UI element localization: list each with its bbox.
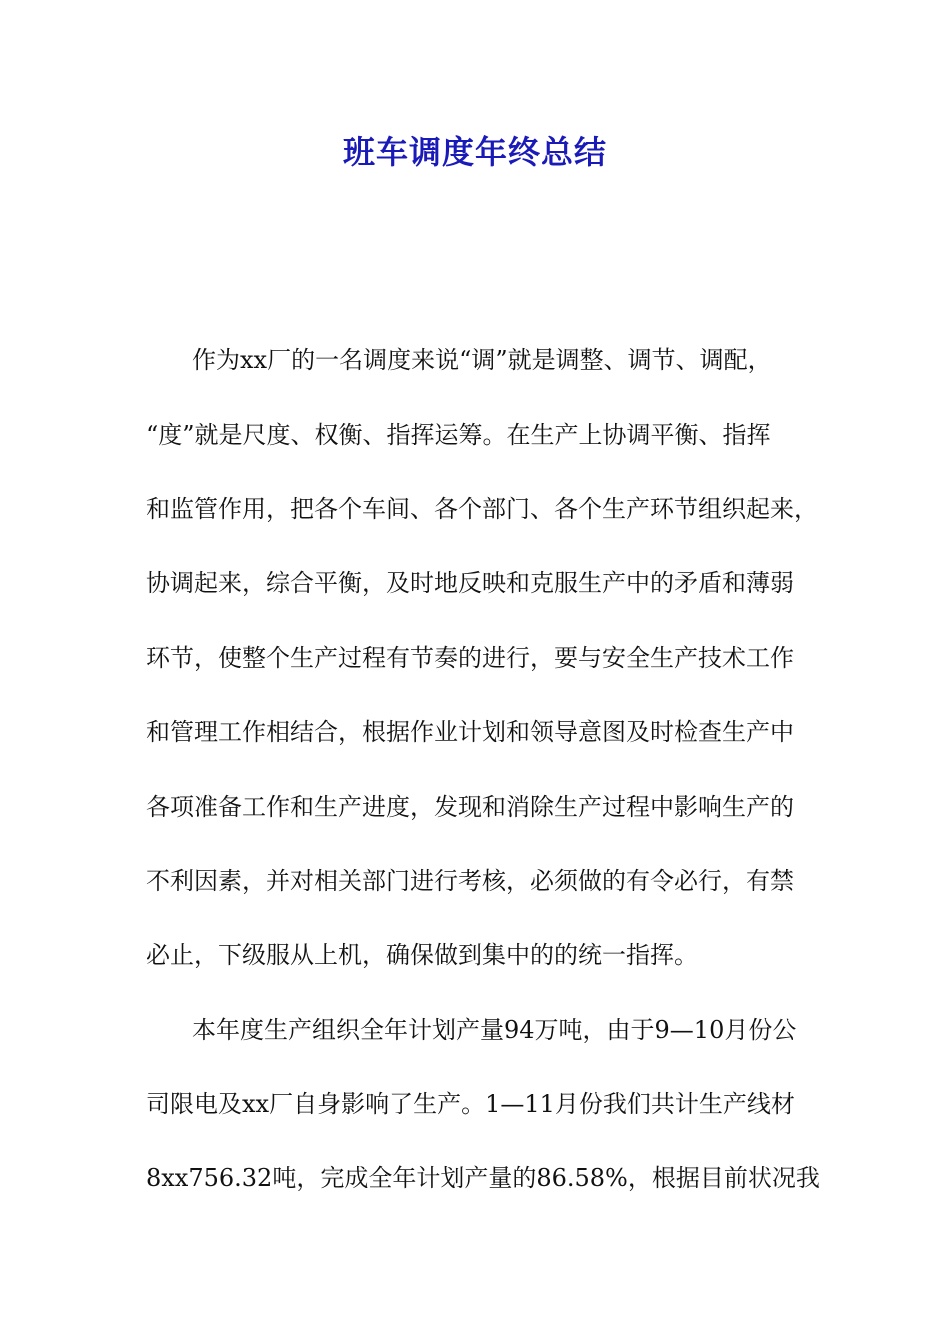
paragraph-line: 不利因素，并对相关部门进行考核，必须做的有令必行，有禁 (146, 867, 794, 895)
paragraph-line: 和监管作用，把各个车间、各个部门、各个生产环节组织起来， (146, 495, 818, 523)
paragraph-line: 司限电及xx厂自身影响了生产。1—11月份我们共计生产线材 (146, 1090, 795, 1118)
document-title: 班车调度年终总结 (342, 133, 607, 171)
paragraph-line: 环节，使整个生产过程有节奏的进行，要与安全生产技术工作 (146, 644, 794, 672)
paragraph-line: 必止，下级服从上机，确保做到集中的的统一指挥。 (146, 941, 698, 969)
paragraph-line: 协调起来，综合平衡，及时地反映和克服生产中的矛盾和薄弱 (146, 569, 794, 597)
paragraph-line: 各项准备工作和生产进度，发现和消除生产过程中影响生产的 (146, 793, 794, 821)
paragraph-line: “度”就是尺度、权衡、指挥运筹。在生产上协调平衡、指挥 (146, 421, 771, 449)
paragraph-line: 本年度生产组织全年计划产量94万吨，由于9—10月份公 (192, 1016, 797, 1044)
paragraph-line: 8xx756.32吨，完成全年计划产量的86.58%，根据目前状况我 (146, 1164, 820, 1192)
paragraph-line: 和管理工作相结合，根据作业计划和领导意图及时检查生产中 (146, 718, 794, 746)
paragraph-line: 作为xx厂的一名调度来说“调”就是调整、调节、调配， (192, 346, 772, 374)
